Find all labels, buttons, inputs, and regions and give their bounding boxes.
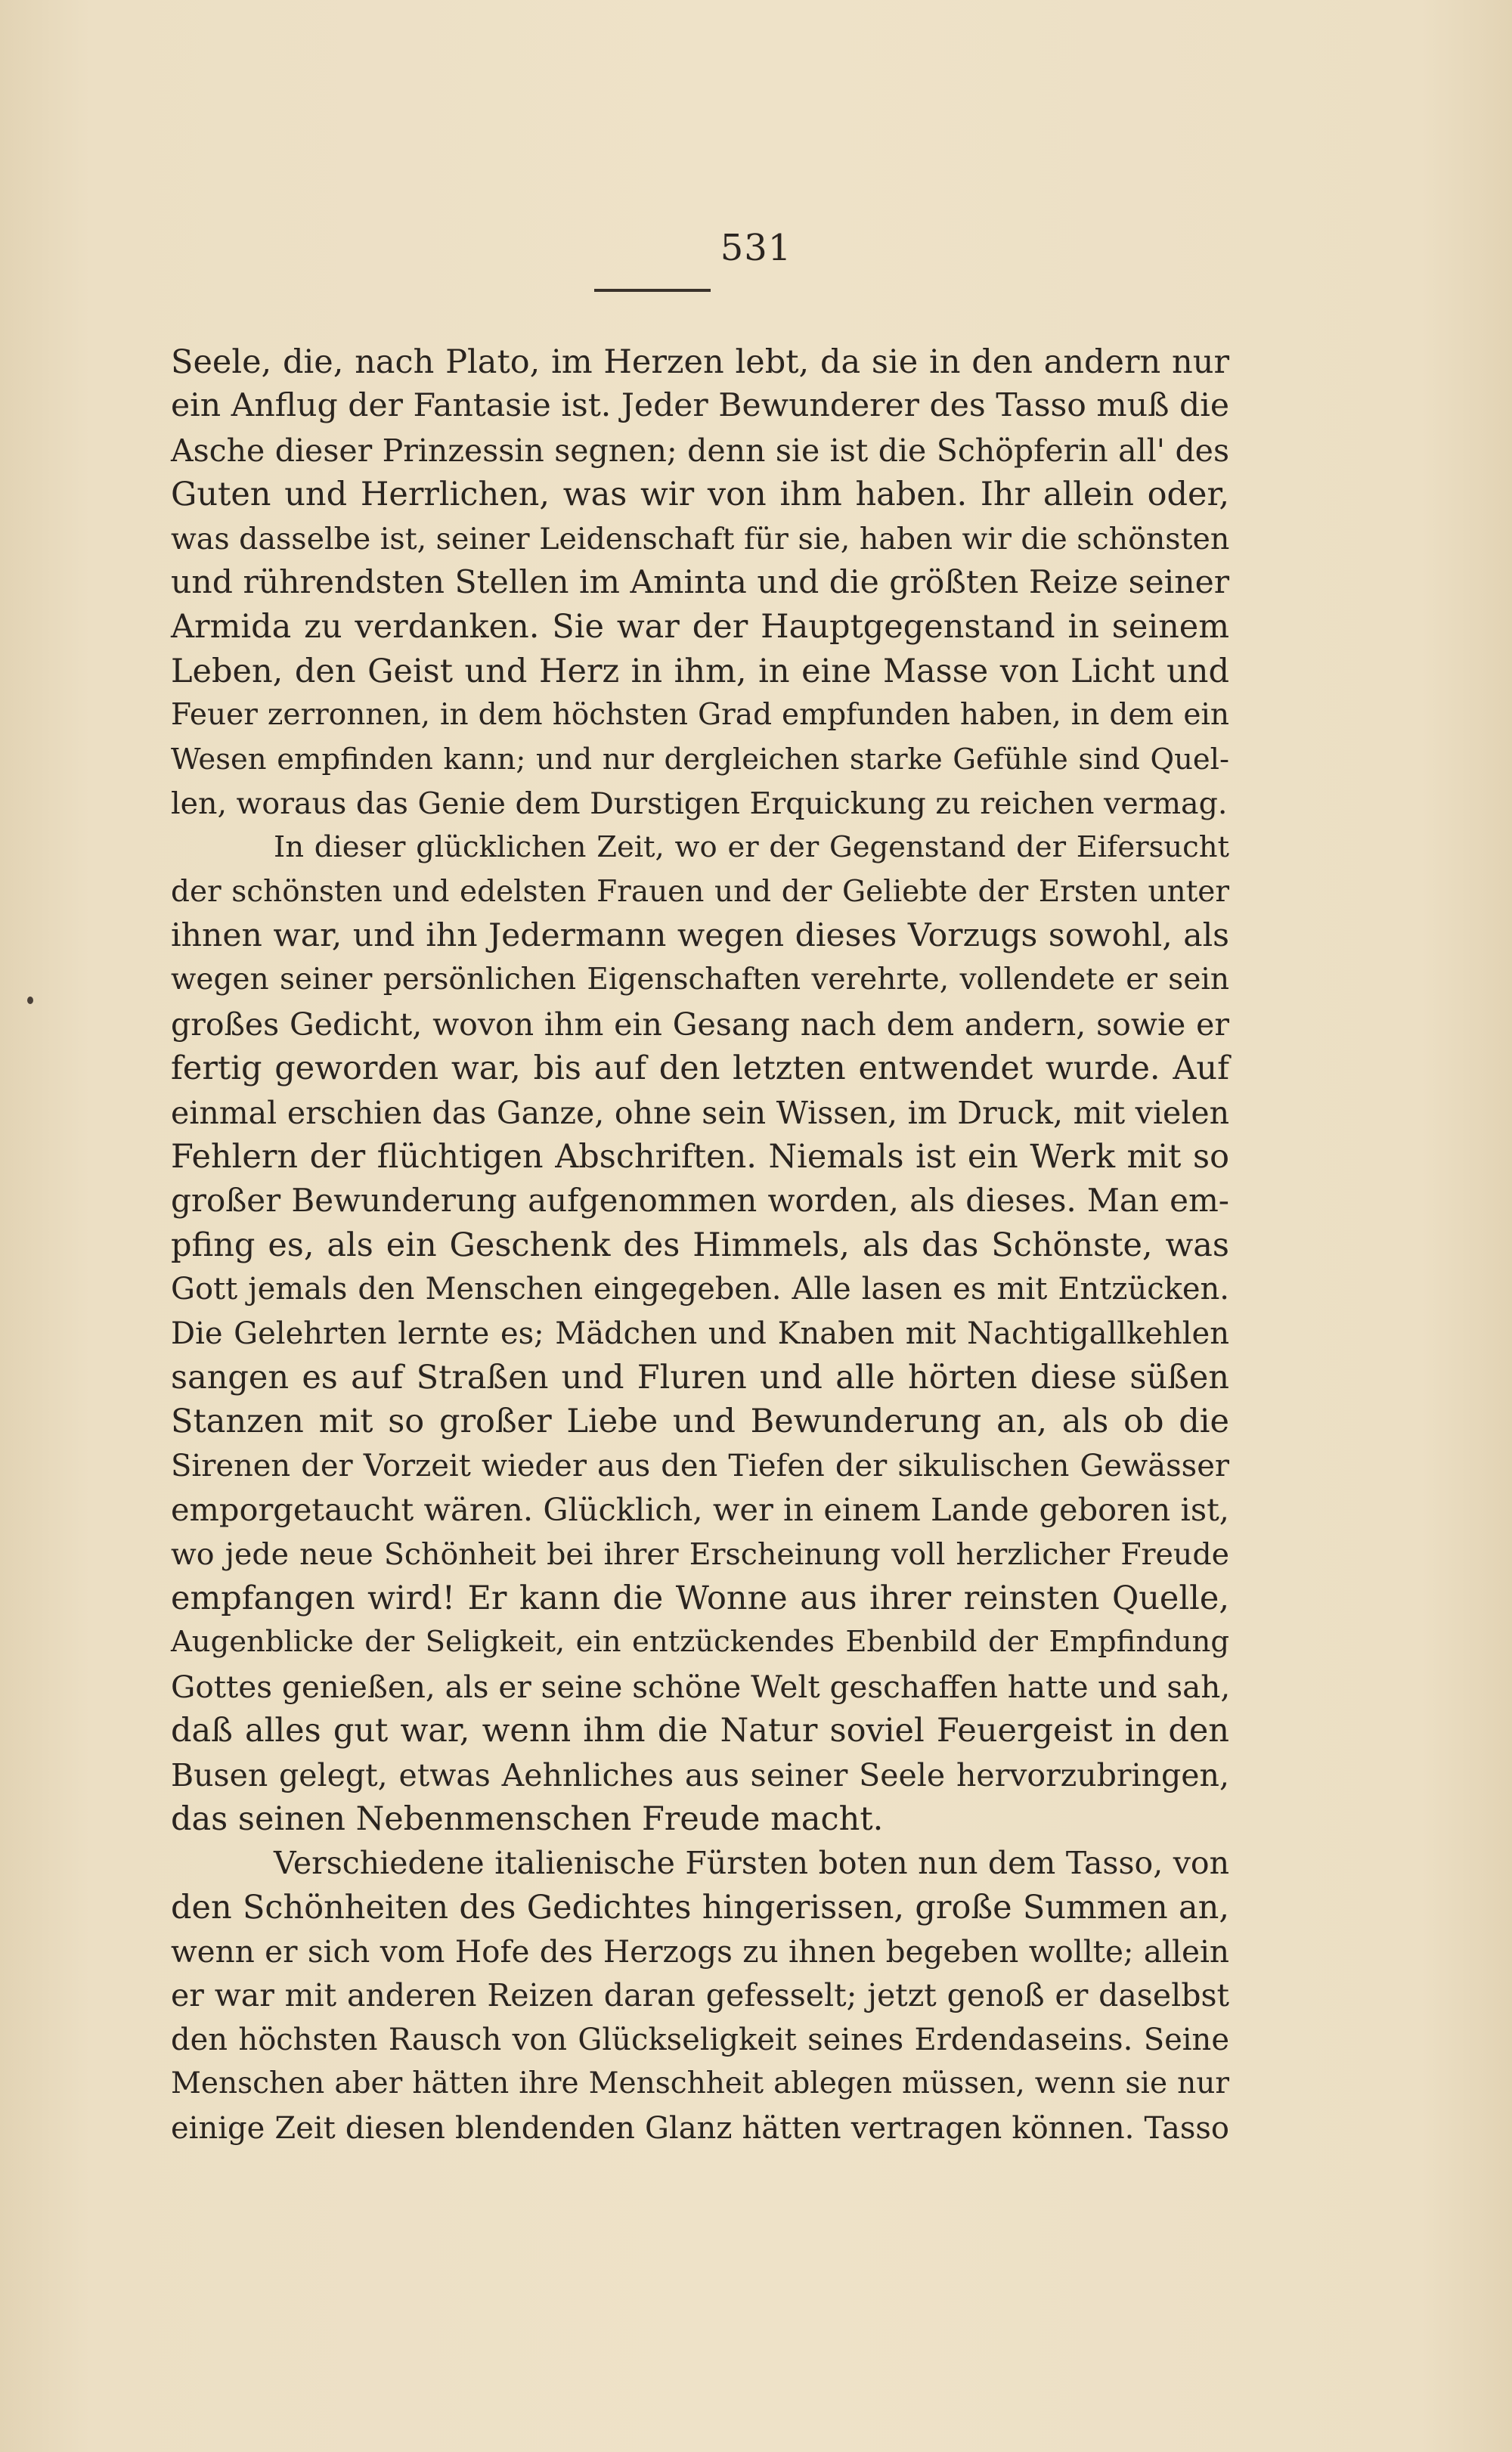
text-line: Die Gelehrten lernte es; Mädchen und Knaben mit Nachtigallkehlen	[171, 1316, 1229, 1351]
text-line: Menschen aber hätten ihre Menschheit ablegen müssen, wenn sie nur	[171, 2066, 1229, 2101]
text-line: er war mit anderen Reizen daran gefesselt; jetzt genoß er daselbst	[171, 1977, 1229, 2014]
text-line: und rührendsten Stellen im Aminta und die größten Reize seiner	[171, 563, 1230, 601]
text-line: fertig geworden war, bis auf den letzten entwendet wurde. Auf	[171, 1049, 1229, 1088]
text-line: den höchsten Rausch von Glückseligkeit seines Erdendaseins. Seine	[171, 2022, 1229, 2057]
text-line: Fehlern der flüchtigen Abschriften. Niemals ist ein Werk mit so	[171, 1138, 1229, 1176]
text-line: Sirenen der Vorzeit wieder aus den Tiefen der sikulischen Gewässer	[171, 1448, 1229, 1483]
text-line: ein Anflug der Fantasie ist. Jeder Bewunderer des Tasso muß die	[171, 387, 1229, 425]
text-line: großer Bewunderung aufgenommen worden, als dieses. Man em-	[171, 1182, 1229, 1220]
text-line: Busen gelegt, etwas Aehnliches aus seiner Seele hervorzubringen,	[171, 1756, 1229, 1793]
text-line: der schönsten und edelsten Frauen und der Geliebte der Ersten unter	[171, 874, 1229, 909]
margin-mark	[27, 997, 33, 1004]
text-line: einige Zeit diesen blendenden Glanz hätten vertragen können. Tasso	[171, 2110, 1229, 2146]
paragraph	[171, 826, 1229, 1841]
text-line: sangen es auf Straßen und Fluren und alle hörten diese süßen	[171, 1358, 1229, 1396]
text-line: was dasselbe ist, seiner Leidenschaft für sie, haben wir die schönsten	[171, 521, 1230, 556]
text-line: Asche dieser Prinzessin segnen; denn sie ist die Schöpferin all' des	[171, 432, 1229, 469]
text-line: Leben, den Geist und Herz in ihm, in eine Masse von Licht und	[171, 652, 1229, 690]
body-text	[171, 340, 1229, 2150]
text-line: wenn er sich vom Hofe des Herzogs zu ihnen begeben wollte; allein	[171, 1933, 1229, 1970]
text-line: Stanzen mit so großer Liebe und Bewunderung an, als ob die	[171, 1403, 1229, 1441]
text-line: pfing es, als ein Geschenk des Himmels, als das Schönste, was	[171, 1226, 1229, 1264]
text-line: empfangen wird! Er kann die Wonne aus ihrer reinsten Quelle,	[171, 1579, 1229, 1617]
text-line: ihnen war, und ihn Jedermann wegen dieses Vorzugs sowohl, als	[171, 917, 1229, 955]
text-line: daß alles gut war, wenn ihm die Natur soviel Feuergeist in den	[171, 1712, 1229, 1750]
header-rule	[594, 289, 711, 292]
text-line: Feuer zerronnen, in dem höchsten Grad empfunden haben, in dem ein	[171, 698, 1229, 733]
text-line: Augenblicke der Seligkeit, ein entzückendes Ebenbild der Empfindung	[171, 1625, 1229, 1660]
text-line: Gott jemals den Menschen eingegeben. Alle lasen es mit Entzücken.	[171, 1272, 1229, 1307]
text-line: Verschiedene italienische Fürsten boten nun dem Tasso, von	[274, 1845, 1229, 1882]
paragraph	[171, 1841, 1229, 2150]
text-line: emporgetaucht wären. Glücklich, wer in einem Lande geboren ist,	[171, 1491, 1229, 1529]
text-line: Guten und Herrlichen, was wir von ihm haben. Ihr allein oder,	[171, 476, 1229, 514]
text-line: den Schönheiten des Gedichtes hingerissen, große Summen an,	[171, 1888, 1229, 1927]
text-line: großes Gedicht, wovon ihm ein Gesang nach dem andern, sowie er	[171, 1006, 1229, 1043]
text-line: Gottes genießen, als er seine schöne Welt geschaffen hatte und sah,	[171, 1668, 1231, 1705]
text-line: wegen seiner persönlichen Eigenschaften verehrte, vollendete er sein	[171, 963, 1229, 997]
text-line: das seinen Nebenmenschen Freude macht.	[171, 1799, 884, 1838]
paragraph	[171, 340, 1229, 826]
text-line: Armida zu verdanken. Sie war der Hauptgegenstand in seinem	[171, 608, 1229, 646]
page-number: 531	[720, 227, 792, 269]
text-line: Wesen empfinden kann; und nur dergleichen starke Gefühle sind Quel-	[171, 742, 1229, 777]
text-line: einmal erschien das Ganze, ohne sein Wissen, im Druck, mit vielen	[171, 1094, 1229, 1131]
text-line: Seele, die, nach Plato, im Herzen lebt, da sie in den andern nur	[171, 343, 1229, 381]
text-line: len, woraus das Genie dem Durstigen Erquickung zu reichen vermag.	[171, 786, 1228, 821]
text-line: In dieser glücklichen Zeit, wo er der Gegenstand der Eifersucht	[274, 830, 1229, 865]
text-line: wo jede neue Schönheit bei ihrer Erscheinung voll herzlicher Freude	[171, 1536, 1229, 1572]
